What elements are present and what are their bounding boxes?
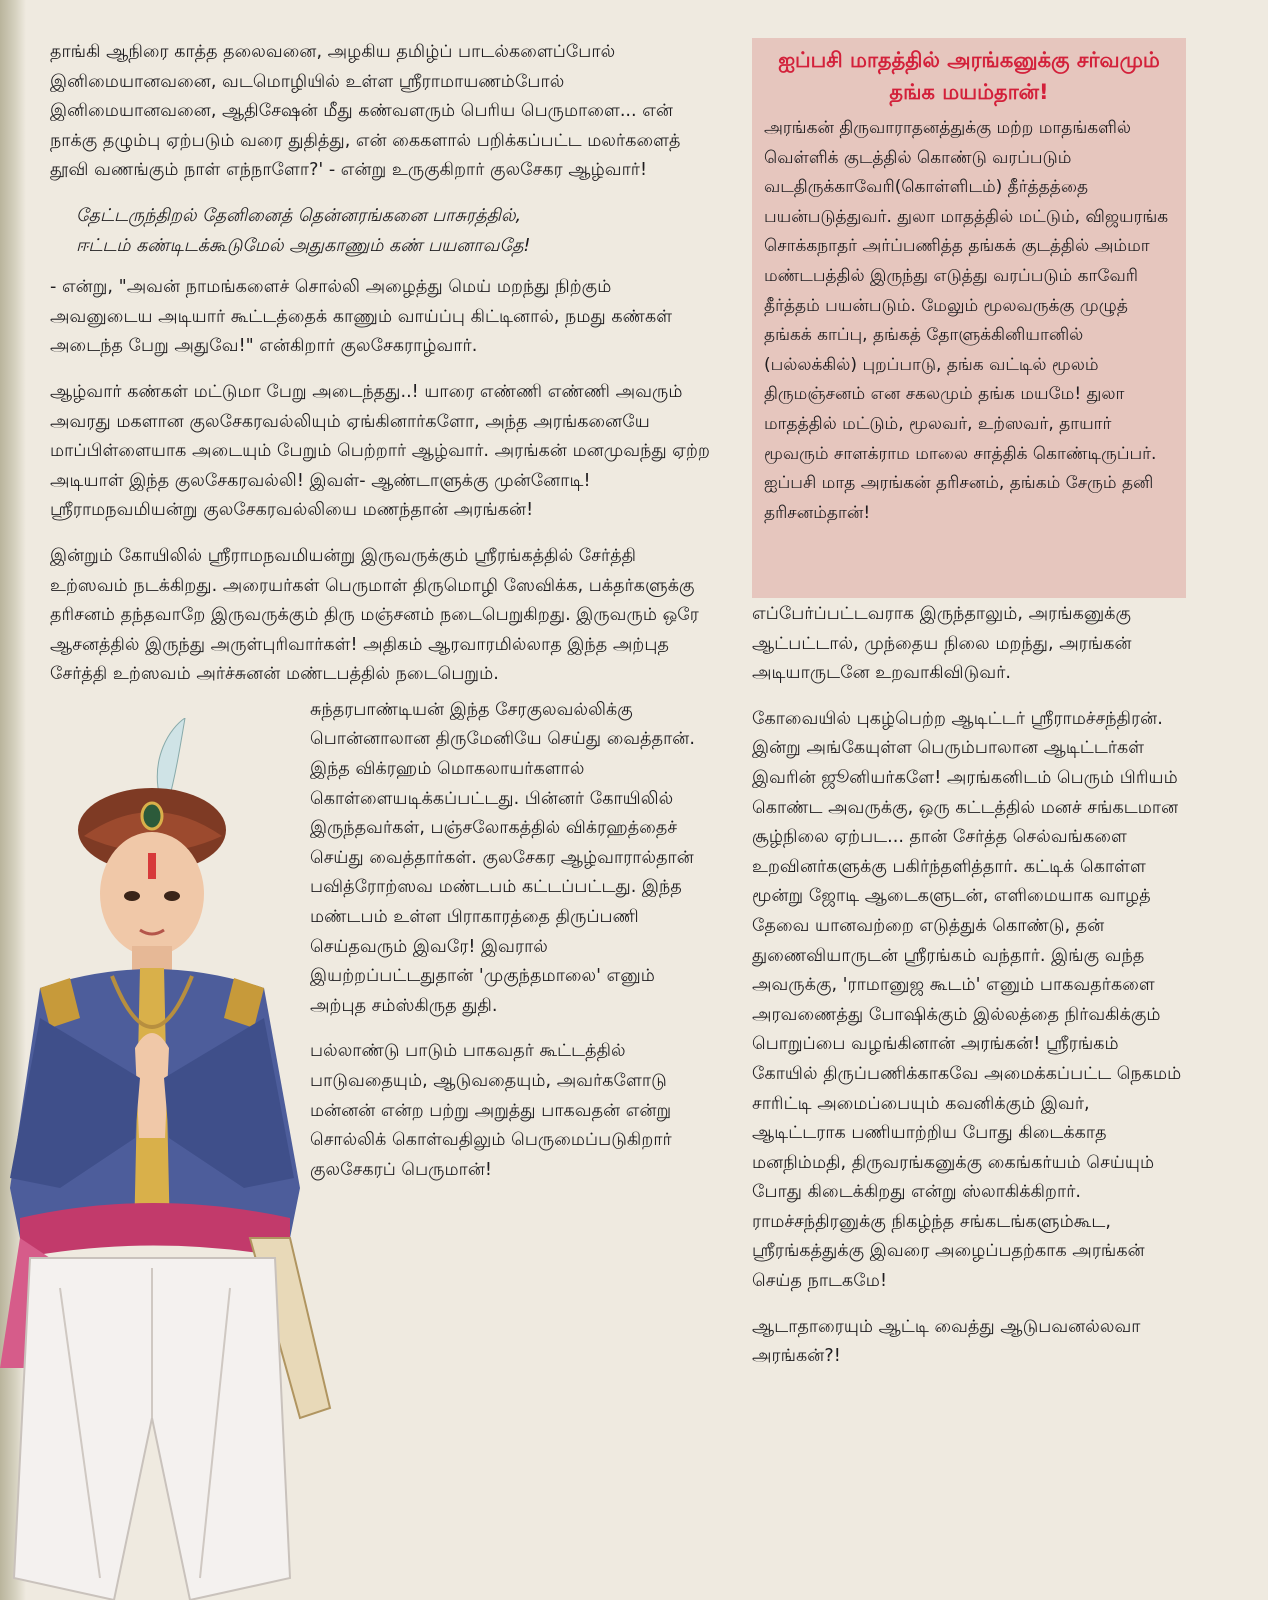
verse-line-2: ஈட்டம் கண்டிடக்கூடுமேல் அதுகாணும் கண் பயனாவதே!	[76, 235, 531, 256]
left-paragraph-4: இன்றும் கோயிலில் ஸ்ரீராமநவமியன்று இருவருக்கும் ஸ்ரீரங்கத்தில் சேர்த்தி உற்ஸவம் நடக்கிறது. அரையர்கள் பெருமாள் திருமொழி ஸேவிக்க, பக்தர்களுக்கு தரிசனம் தந்தவாறே இருவருக்கும் திரு மஞ்சனம் நடைபெறுகிறது. இருவரும் ஒரே ஆசனத்தில் இருந்து அருள்புரிவார்கள்! அதிகம் ஆரவாரமில்லாத இந்த அற்புத சேர்த்தி உற்ஸவம் அர்ச்சுனன் மண்டபத்தில் நடைபெறும்.	[50, 545, 699, 685]
right-paragraph-2: கோவையில் புகழ்பெற்ற ஆடிட்டர் ஸ்ரீராமச்சந்திரன். இன்று அங்கேயுள்ள பெரும்பாலான ஆடிட்டர்கள் இவரின் ஜூனியர்களே! அரங்கனிடம் பெரும் பிரியம் கொண்ட அவருக்கு, ஒரு கட்டத்தில் மனச் சங்கடமான சூழ்நிலை ஏற்பட... தான் சேர்த்த செல்வங்களை உறவினர்களுக்கு பகிர்ந்தளித்தார். கட்டிக் கொள்ள மூன்று ஜோடி ஆடைகளுடன், எளிமையாக வாழத் தேவை யானவற்றை எடுத்துக் கொண்டு, தன் துணைவியாருடன் ஸ்ரீரங்கம் வந்தார். இங்கு வந்த அவருக்கு, 'ராமானுஜ கூடம்' எனும் பாகவதர்களை அரவணைத்து போஷிக்கும் இல்லத்தை நிர்வகிக்கும் பொறுப்பை வழங்கினான் அரங்கன்! ஸ்ரீரங்கம் கோயில் திருப்பணிக்காகவே அமைக்கப்பட்ட நெகமம் சாரிட்டி அமைப்பையும் கவனிக்கும் இவர், ஆடிட்டராக பணியாற்றிய போது கிடைக்காத மனநிம்மதி, திருவரங்கனுக்கு கைங்கர்யம் செய்யும் போது கிடைக்கிறது என்று ஸ்லாகிக்கிறார். ராமச்சந்திரனுக்கு நிகழ்ந்த சங்கடங்களும்கூட, ஸ்ரீரங்கத்துக்கு இவரை அழைப்பதற்காக அரங்கன் செய்த நாடகமே!	[752, 708, 1182, 1292]
sidebar-body: அரங்கன் திருவாராதனத்துக்கு மற்ற மாதங்களில் வெள்ளிக் குடத்தில் கொண்டு வரப்படும் வடதிருக்காவேரி(கொள்ளிடம்) தீர்த்தத்தை பயன்படுத்துவர். துலா மாதத்தில் மட்டும், விஜயரங்க சொக்கநாதர் அர்ப்பணித்த தங்கக் குடத்தில் அம்மா மண்டபத்தில் இருந்து எடுத்து வரப்படும் காவேரி தீர்த்தம் பயன்படும். மேலும் மூலவருக்கு முழுத் தங்கக் காப்பு, தங்கத் தோளுக்கினியானில் (பல்லக்கில்) புறப்பாடு, தங்க வட்டில் மூலம் திருமஞ்சனம் என சகலமும் தங்க மயமே! துலா மாதத்தில் மட்டும், மூலவர், உற்ஸவர், தாயார் மூவரும் சாளக்ராம மாலை சாத்திக் கொண்டிருப்பர். ஐப்பசி மாத அரங்கன் தரிசனம், தங்கம் சேரும் தனி தரிசனம்தான்!	[764, 118, 1169, 523]
king-kulasekhara-illustration	[0, 718, 340, 1600]
verse-line-1: தேட்டருந்திறல் தேனினைத் தென்னரங்கனை பாசுரத்தில்,	[76, 205, 522, 226]
king-figure-svg	[0, 718, 340, 1600]
pasuram-verse	[50, 202, 710, 261]
left-paragraph-3: ஆழ்வார் கண்கள் மட்டுமா பேறு அடைந்தது..! யாரை எண்ணி எண்ணி அவரும் அவரது மகளான குலசேகரவல்லியும் ஏங்கினார்களோ, அந்த அரங்கனையே மாப்பிள்ளையாக அடையும் பேறும் பெற்றார் ஆழ்வார். அரங்கன் மனமுவந்து ஏற்ற அடியாள் இந்த குலசேகரவல்லி! இவள்- ஆண்டாளுக்கு முன்னோடி! ஸ்ரீராமநவமியன்று குலசேகரவல்லியை மணந்தான் அரங்கன்!	[50, 381, 710, 521]
left-paragraph-1: தாங்கி ஆநிரை காத்த தலைவனை, அழகிய தமிழ்ப் பாடல்களைப்போல் இனிமையானவனை, வடமொழியில் உள்ள ஸ்ரீராமாயணம்போல் இனிமையானவனை, ஆதிசேஷன் மீது கண்வளரும் பெரிய பெருமாளை... என் நாக்கு தழும்பு ஏற்படும் வரை துதித்து, என் கைகளால் பறிக்கப்பட்ட மலர்களைத் தூவி வணங்கும் நாள் எந்நாளோ?' - என்று உருகுகிறார் குலசேகர ஆழ்வார்!	[50, 42, 681, 181]
right-column	[752, 600, 1186, 1388]
left-paragraph-6: பல்லாண்டு பாடும் பாகவதர் கூட்டத்தில் பாடுவதையும், ஆடுவதையும், அவர்களோடு மன்னன் என்ற பற்று அறுத்து பாகவதன் என்று சொல்லிக் கொள்வதிலும் பெருமைப்படுகிறார் குலசேகரப் பெருமான்!	[310, 1041, 672, 1180]
sidebar-box	[752, 38, 1186, 598]
right-paragraph-3: ஆடாதாரையும் ஆட்டி வைத்து ஆடுபவனல்லவா அரங்கன்?!	[752, 1316, 1141, 1367]
right-paragraph-1: எப்பேர்ப்பட்டவராக இருந்தாலும், அரங்கனுக்கு ஆட்பட்டால், முந்தைய நிலை மறந்து, அரங்கன் அடியாருடனே உறவாகிவிடுவர்.	[752, 604, 1132, 684]
left-paragraph-5: சுந்தரபாண்டியன் இந்த சேரகுலவல்லிக்கு பொன்னாலான திருமேனியே செய்து வைத்தான். இந்த விக்ரஹம் மொகலாயர்களால் கொள்ளையடிக்கப்பட்டது. பின்னர் கோயிலில் இருந்தவர்கள், பஞ்சலோகத்தில் விக்ரஹத்தைச் செய்து வைத்தார்கள். குலசேகர ஆழ்வாரால்தான் பவித்ரோற்ஸவ மண்டபம் கட்டப்பட்டது. இந்த மண்டபம் உள்ள பிராகாரத்தை திருப்பணி செய்தவரும் இவரே! இவரால் இயற்றப்பட்டதுதான் 'முகுந்தமாலை' எனும் அற்புத சம்ஸ்கிருத துதி.	[310, 699, 695, 1016]
sidebar-title: ஐப்பசி மாதத்தில் அரங்கனுக்கு சர்வமும் தங்க மயம்தான்!	[778, 48, 1160, 104]
left-paragraph-2: - என்று, "அவன் நாமங்களைச் சொல்லி அழைத்து மெய் மறந்து நிற்கும் அவனுடைய அடியார் கூட்டத்தைக் காணும் வாய்ப்பு கிட்டினால், நமது கண்கள் அடைந்த பேறு அதுவே!" என்கிறார் குலசேகராழ்வார்.	[50, 277, 673, 357]
